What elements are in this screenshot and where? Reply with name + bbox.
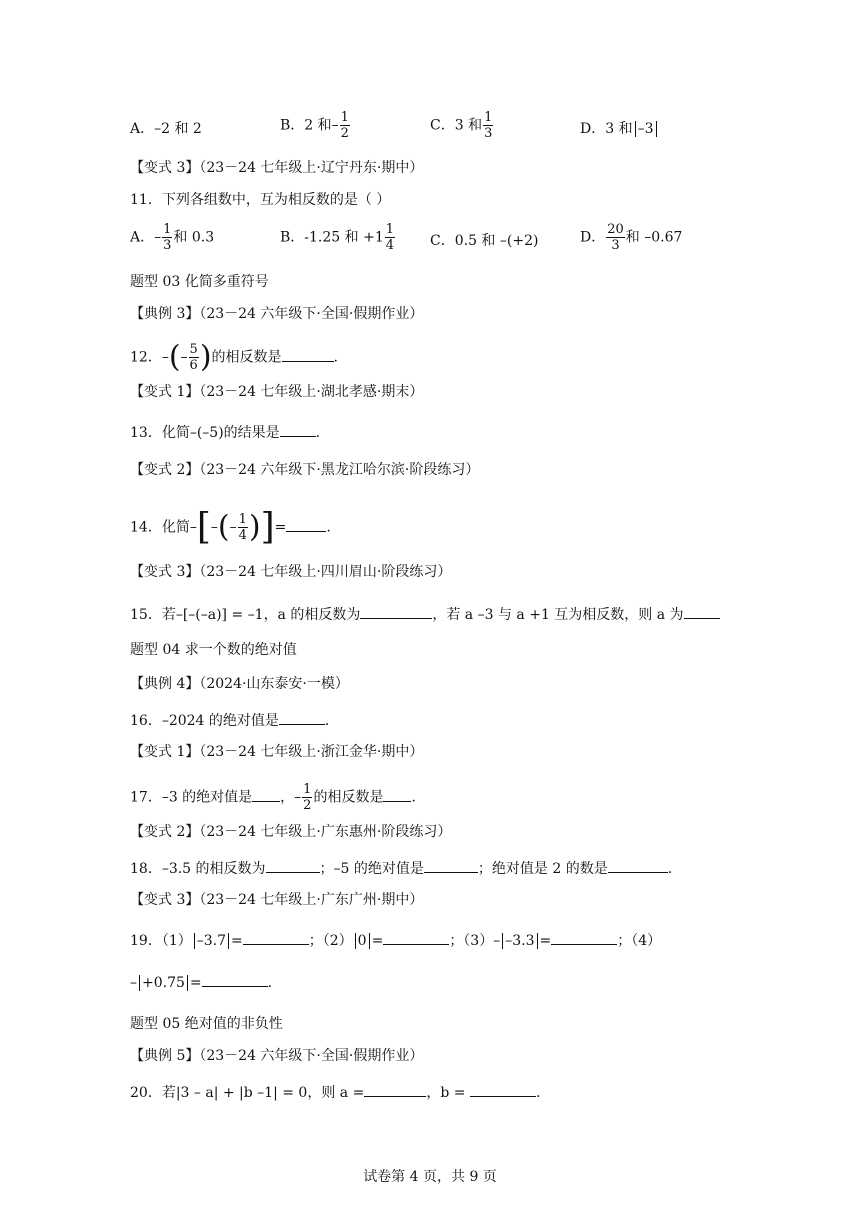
fraction: $\frac{1}{4}$ [385, 222, 395, 253]
answer-blank[interactable] [202, 972, 268, 987]
variant-heading: 【变式 1】（23－24 七年级上·湖北孝感·期末） [130, 384, 424, 400]
section-heading: 题型 03 化简多重符号 [130, 274, 269, 290]
answer-blank[interactable] [266, 858, 320, 873]
question-12: 12．–(– $\frac{5}{6}$ )的相反数是 . [130, 339, 338, 375]
answer-blank[interactable] [383, 930, 449, 945]
fraction: $\frac{5}{6}$ [189, 342, 198, 373]
answer-blank[interactable] [470, 1082, 536, 1097]
answer-blank[interactable] [424, 858, 478, 873]
fraction: $\frac{1}{2}$ [303, 782, 312, 813]
q11-option-a: A．– $\frac{1}{3}$ 和 0.3 [130, 222, 215, 253]
question-15: 15．若–[–(–a)] = –1，a 的相反数为 ，若 a –3 与 a +1 互为相反数，则 a 为 [130, 604, 720, 625]
answer-blank[interactable] [282, 347, 334, 362]
q10-option-c [430, 110, 494, 141]
answer-blank[interactable] [383, 787, 411, 802]
fraction: $\frac{1}{4}$ [238, 512, 247, 543]
question-16: 16．–2024 的绝对值是 . [130, 710, 329, 731]
example-heading: 【典例 3】（23－24 六年级下·全国·假期作业） [130, 306, 424, 322]
option-label: C．3 和 [430, 117, 483, 134]
example-heading: 【典例 4】（2024·山东泰安·一模） [130, 676, 349, 692]
example-heading: 【典例 5】（23－24 六年级下·全国·假期作业） [130, 1048, 424, 1064]
q11-option-c: C．0.5 和 –(+2) [430, 233, 539, 249]
variant-heading: 【变式 2】（23－24 六年级下·黑龙江哈尔滨·阶段练习） [130, 462, 480, 478]
question-20: 20．若|3 – a| + |b –1| = 0，则 a = ，b = . [130, 1082, 540, 1103]
answer-blank[interactable] [279, 710, 325, 725]
option-text: –2 和 2 [154, 121, 202, 137]
page-footer: 试卷第 4 页，共 9 页 [363, 1169, 497, 1185]
question-17: 17．–3 的绝对值是 ，– $\frac{1}{2}$ 的相反数是 . [130, 782, 416, 813]
answer-blank[interactable] [608, 858, 668, 873]
variant-heading: 【变式 1】（23－24 七年级上·浙江金华·期中） [130, 744, 424, 760]
answer-blank[interactable] [360, 604, 432, 619]
variant-heading: 【变式 2】（23－24 七年级上·广东惠州·阶段练习） [130, 824, 452, 840]
q10-option-a [130, 118, 202, 138]
q10-option-d: D．3 和 –3 [580, 118, 659, 138]
fraction: $\frac{1}{3}$ [484, 110, 493, 141]
section-heading: 题型 04 求一个数的绝对值 [130, 642, 297, 658]
question-19-line-1: 19．（1） –3.7 = ；（2） 0 = ；（3）– –3.3 = ；（4） [130, 930, 661, 951]
variant-heading: 【变式 3】（23－24 七年级上·辽宁丹东·期中） [130, 160, 424, 176]
option-label: A． [130, 121, 155, 137]
fraction: $\frac{1}{2}$ [340, 110, 349, 141]
answer-blank[interactable] [280, 422, 316, 437]
question-13: 13．化简–(–5)的结果是 . [130, 422, 320, 443]
option-label: D．3 和 [580, 121, 633, 137]
variant-heading: 【变式 3】（23－24 七年级上·广东广州·期中） [130, 892, 424, 908]
question-18: 18．–3.5 的相反数为 ；–5 的绝对值是 ；绝对值是 2 的数是 . [130, 858, 672, 879]
answer-blank[interactable] [243, 930, 309, 945]
question-19-line-2: – +0.75 = . [130, 972, 272, 993]
answer-blank[interactable] [364, 1082, 426, 1097]
option-label: B．2 和 [280, 117, 332, 134]
fraction: $\frac{20}{3}$ [607, 222, 624, 253]
answer-blank[interactable] [252, 787, 280, 802]
answer-blank[interactable] [286, 517, 326, 532]
section-heading: 题型 05 绝对值的非负性 [130, 1016, 283, 1032]
answer-blank[interactable] [551, 930, 617, 945]
fraction: $\frac{1}{3}$ [163, 222, 172, 253]
question-11-stem: 11．下列各组数中，互为相反数的是（ ） [130, 192, 391, 208]
answer-blank[interactable] [684, 604, 720, 619]
q11-option-d: D． $\frac{20}{3}$ 和 –0.67 [580, 222, 683, 253]
q10-option-b: B．2 和– $\frac{1}{2}$ [280, 110, 349, 141]
variant-heading: 【变式 3】（23－24 七年级上·四川眉山·阶段练习） [130, 564, 452, 580]
q11-option-b: B．-1.25 和 +1 $\frac{1}{4}$ [280, 222, 395, 253]
question-14: 14．化简–[–(– $\frac{1}{4}$ )]= . [130, 506, 331, 548]
